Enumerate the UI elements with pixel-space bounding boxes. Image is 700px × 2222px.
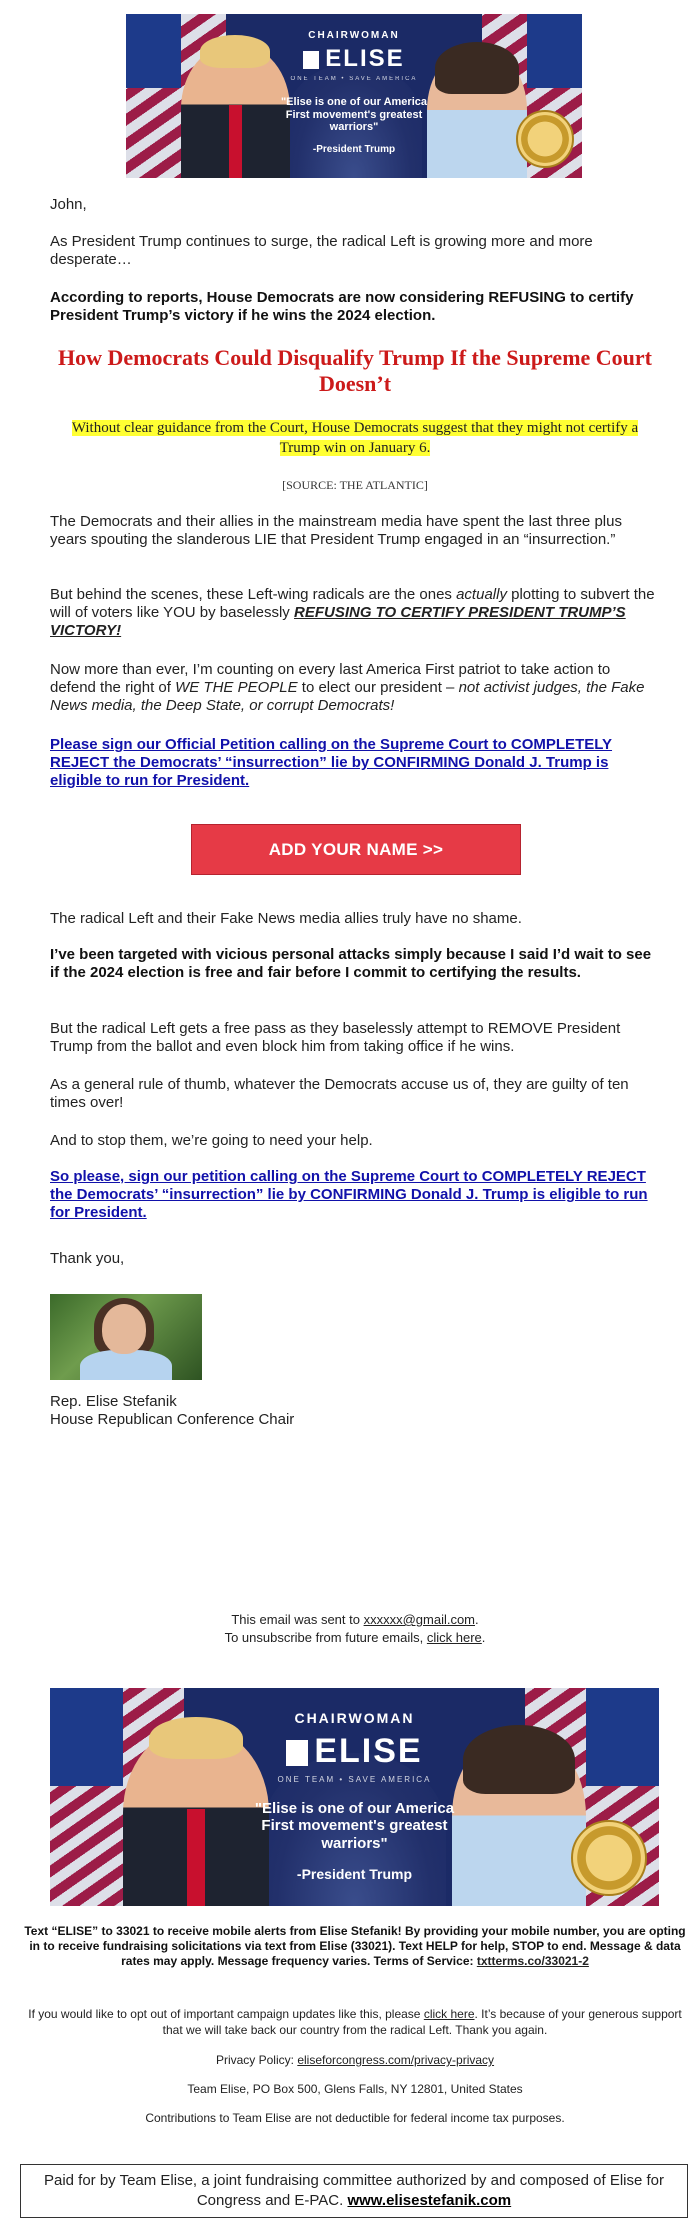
banner-center-text bbox=[245, 1688, 464, 1906]
logo-mark-icon bbox=[286, 1740, 308, 1766]
article-headline: How Democrats Could Disqualify Trump If the Supreme Court Doesn’t bbox=[57, 345, 652, 396]
banner-center-text bbox=[272, 14, 436, 178]
opt-out-paragraph bbox=[20, 2006, 690, 2038]
article-source: [SOURCE: THE ATLANTIC] bbox=[282, 478, 428, 492]
opt-out-link[interactable]: click here bbox=[423, 2007, 475, 2021]
banner-tagline: ONE TEAM • SAVE AMERICA bbox=[290, 76, 418, 82]
add-your-name-button[interactable]: ADD YOUR NAME >> bbox=[191, 824, 521, 875]
paragraph-behind-scenes bbox=[50, 586, 660, 640]
logo-text: ELISE bbox=[325, 45, 405, 72]
unsubscribe-link[interactable]: click here bbox=[426, 1630, 482, 1645]
sms-text: Text “ELISE” to 33021 to receive mobile alerts from Elise Stefanik! By providing your mobile number, you are opting in to receive fundraising solicitations via text from Elise (33021). Text HELP for help, STOP to end. Message & data rates may apply. Message frequency varies. Terms of Service: bbox=[24, 1924, 686, 1968]
highlight-text: Without clear guidance from the Court, House Democrats suggest that they might not certify a Trump win on January 6. bbox=[71, 420, 639, 456]
p4-emphasis: actually bbox=[456, 586, 507, 603]
banner-chairwoman: CHAIRWOMAN bbox=[294, 1710, 415, 1726]
paragraph-need-help: And to stop them, we’re going to need your help. bbox=[50, 1132, 373, 1149]
stefanik-photo bbox=[427, 47, 527, 178]
banner-attribution: -President Trump bbox=[296, 1865, 413, 1882]
paragraph-insurrection-lie: The Democrats and their allies in the mainstream media have spent the last three plus years spouting the slanderous LIE that President Trump engaged in an “insurrection.” bbox=[50, 513, 622, 548]
paragraph-rule-of-thumb: As a general rule of thumb, whatever the Democrats accuse us of, they are guilty of ten times over! bbox=[50, 1076, 629, 1111]
team-trump-seal-icon bbox=[516, 110, 574, 168]
privacy-prefix: Privacy Policy: bbox=[215, 2053, 298, 2067]
photo-face bbox=[102, 1304, 146, 1354]
photo-shirt bbox=[80, 1350, 172, 1380]
greeting: John, bbox=[50, 196, 87, 213]
logo-mark-icon bbox=[303, 51, 319, 69]
team-trump-seal-icon bbox=[571, 1820, 647, 1896]
elise-logo bbox=[272, 45, 436, 73]
signature-title: House Republican Conference Chair bbox=[50, 1411, 295, 1428]
sms-terms-link[interactable]: txtterms.co/33021-2 bbox=[476, 1954, 589, 1968]
paragraph-reports: According to reports, House Democrats are now considering REFUSING to certify President Trump’s victory if he wins the 2024 election. bbox=[50, 289, 634, 324]
p5-text-b: to elect our president – bbox=[297, 679, 459, 696]
mailing-address: Team Elise, PO Box 500, Glens Falls, NY 12801, United States bbox=[187, 2082, 523, 2096]
article-highlight bbox=[50, 418, 660, 458]
website-link[interactable]: www.elisestefanik.com bbox=[347, 2192, 512, 2209]
petition-link-1[interactable]: Please sign our Official Petition calling on the Supreme Court to COMPLETELY REJECT the Democrats’ “insurrection” lie by CONFIRMING Donald J. Trump is eligible to run for President. bbox=[50, 736, 613, 789]
signature-photo bbox=[50, 1294, 202, 1380]
banner-quote: "Elise is one of our America First movement's greatest warriors" bbox=[280, 96, 427, 134]
sent-to-email[interactable]: xxxxxx@gmail.com bbox=[363, 1612, 476, 1627]
paid-for-text: Paid for by Team Elise, a joint fundraising committee authorized by and composed of Elise for Congress and E-PAC. bbox=[43, 2172, 665, 2209]
unsubscribe-line: To unsubscribe from future emails, click here. bbox=[224, 1630, 486, 1645]
paragraph-personal-attacks: I’ve been targeted with vicious personal attacks simply because I said I’d wait to see if the 2024 election is free and fair before I commit to certifying the results. bbox=[50, 946, 652, 981]
sent-to-line: This email was sent to xxxxxx@gmail.com. bbox=[231, 1612, 479, 1627]
p5-text-a: Now more than ever, I’m counting on every last America First patriot to take action to defend the right of bbox=[50, 661, 611, 696]
sms-disclaimer bbox=[20, 1924, 690, 1969]
stefanik-photo bbox=[452, 1732, 586, 1906]
petition-link-paragraph-2 bbox=[50, 1168, 660, 1222]
flag-canton-right bbox=[586, 1688, 659, 1786]
logo-text: ELISE bbox=[314, 1732, 423, 1770]
flag-canton-left bbox=[50, 1688, 123, 1786]
elise-logo bbox=[245, 1732, 464, 1771]
petition-link-paragraph-1 bbox=[50, 736, 660, 790]
p4-text-b: plotting to subvert the will of voters like YOU by baselessly bbox=[50, 586, 655, 621]
p4-text-a: But behind the scenes, these Left-wing radicals are the ones bbox=[50, 586, 457, 603]
flag-canton-left bbox=[126, 14, 181, 88]
optout-text-b: . It’s because of your generous support that we will take back our country from the radical Left. Thank you again. bbox=[162, 2007, 682, 2037]
optout-text-a: If you would like to opt out of important campaign updates like this, please bbox=[28, 2007, 424, 2021]
paragraph-surge: As President Trump continues to surge, the radical Left is growing more and more desperate… bbox=[50, 233, 593, 268]
paragraph-no-shame: The radical Left and their Fake News media allies truly have no shame. bbox=[50, 910, 522, 927]
footer-banner[interactable] bbox=[50, 1688, 659, 1906]
unsub-prefix: To unsubscribe from future emails, bbox=[224, 1630, 427, 1645]
signature-name: Rep. Elise Stefanik bbox=[50, 1393, 177, 1410]
flag-canton-right bbox=[527, 14, 582, 88]
sign-off: Thank you, bbox=[50, 1250, 125, 1267]
banner-attribution: -President Trump bbox=[312, 143, 396, 155]
privacy-policy-line bbox=[20, 2052, 690, 2068]
tax-disclaimer: Contributions to Team Elise are not deductible for federal income tax purposes. bbox=[145, 2111, 565, 2125]
header-banner[interactable] bbox=[126, 14, 582, 178]
p5-emphasis-1: WE THE PEOPLE bbox=[175, 679, 298, 696]
paid-for-box bbox=[20, 2164, 688, 2218]
petition-link-2[interactable]: So please, sign our petition calling on the Supreme Court to COMPLETELY REJECT the Democrats’ “insurrection” lie by CONFIRMING Donald J. Trump is eligible to run for President. bbox=[50, 1168, 648, 1221]
sent-to-prefix: This email was sent to bbox=[231, 1612, 364, 1627]
paragraph-free-pass: But the radical Left gets a free pass as they baselessly attempt to REMOVE President Trump from the ballot and even block him from taking office if he wins. bbox=[50, 1020, 621, 1055]
banner-tagline: ONE TEAM • SAVE AMERICA bbox=[277, 1775, 432, 1784]
banner-chairwoman: CHAIRWOMAN bbox=[308, 30, 400, 41]
p4-strong: REFUSING TO CERTIFY PRESIDENT TRUMP’S VICTORY! bbox=[50, 604, 626, 639]
paragraph-call-to-action bbox=[50, 661, 660, 715]
banner-quote: "Elise is one of our America First movement's greatest warriors" bbox=[254, 1800, 455, 1852]
privacy-policy-link[interactable]: eliseforcongress.com/privacy-privacy bbox=[297, 2053, 495, 2067]
p5-emphasis-2: not activist judges, the Fake News media, the Deep State, or corrupt Democrats! bbox=[50, 679, 645, 714]
